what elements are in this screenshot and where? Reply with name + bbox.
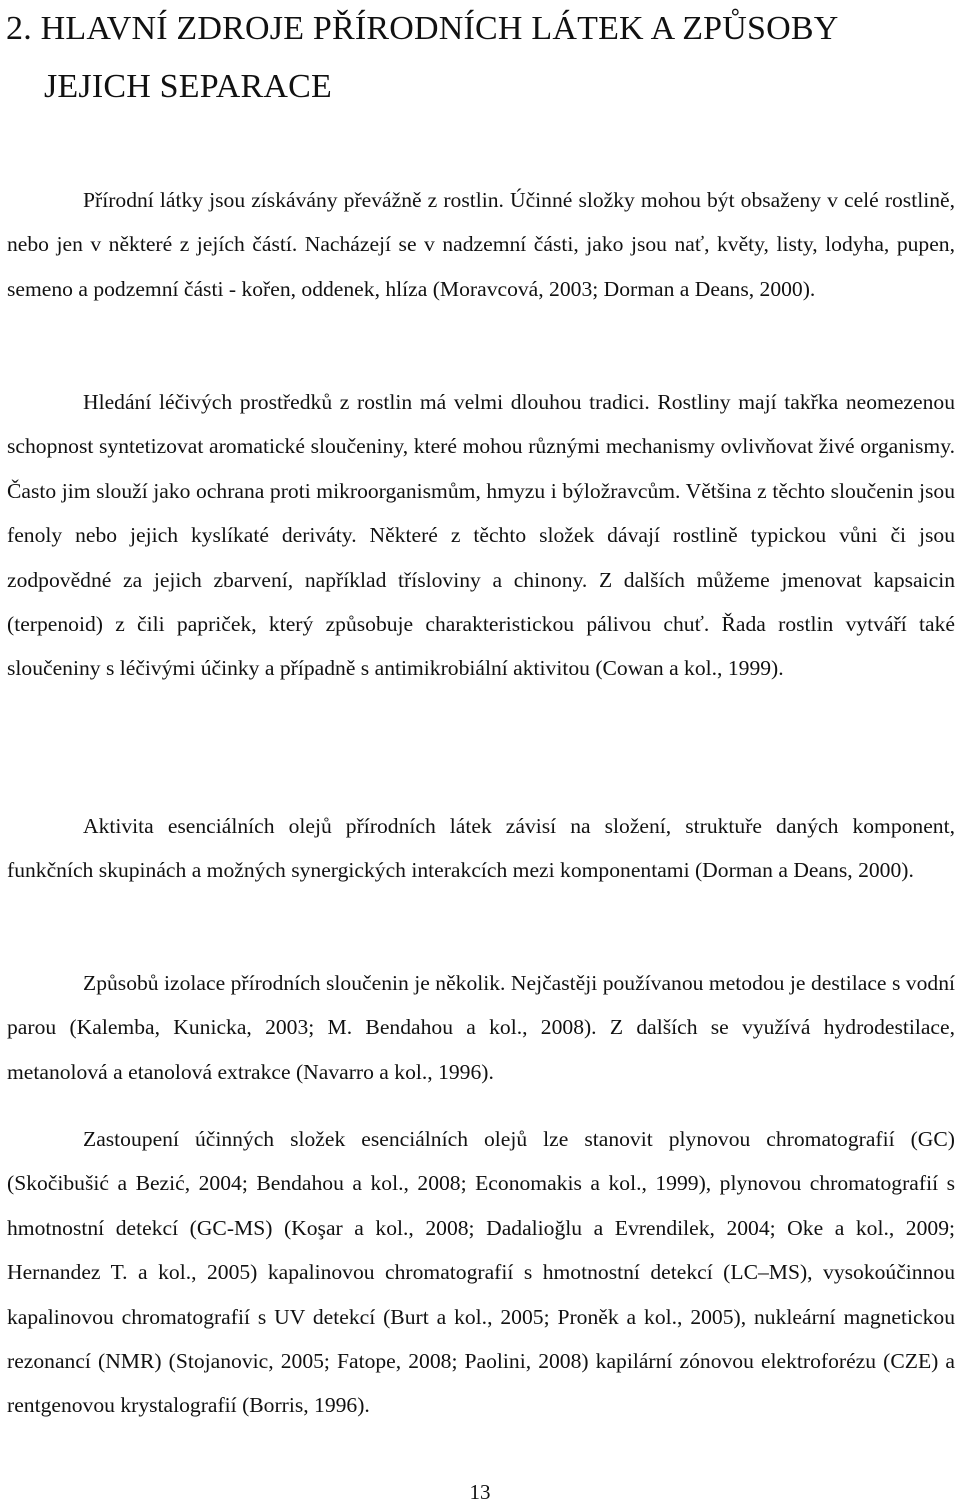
chapter-heading-line-1: 2. HLAVNÍ ZDROJE PŘÍRODNÍCH LÁTEK A ZPŮSOBY <box>6 10 839 47</box>
chapter-heading-line-2: JEJICH SEPARACE <box>44 68 332 105</box>
page-number: 13 <box>469 1480 491 1504</box>
chapter-heading <box>6 0 956 116</box>
paragraph-medicinal-tradition: Hledání léčivých prostředků z rostlin má velmi dlouhou tradici. Rostliny mají takřka neomezenou schopnost syntetizovat aromatické sloučeniny, které mohou různými mechanismy ovlivňovat živé organismy. Často jim slouží jako ochrana proti mikroorganismům, hmyzu i býložravcům. Většina z těchto sloučenin jsou fenoly nebo jejich kyslíkaté deriváty. Některé z těchto složek dávají rostlině typickou vůni či jsou zodpovědné za jejich zbarvení, například třísloviny a chinony. Z dalších můžeme jmenovat kapsaicin (terpenoid) z čili papriček, který způsobuje charakteristickou pálivou chuť. Řada rostlin vytváří také sloučeniny s léčivými účinky a případně s antimikrobiální aktivitou (Cowan a kol., 1999). <box>7 390 955 681</box>
paragraph-natural-sources: Přírodní látky jsou získávány převážně z rostlin. Účinné složky mohou být obsaženy v celé rostlině, nebo jen v některé z jejích částí. Nacházejí se v nadzemní části, jako jsou nať, květy, listy, lodyha, pupen, semeno a podzemní části - kořen, oddenek, hlíza (Moravcová, 2003; Dorman a Deans, 2000). <box>7 188 955 301</box>
paragraph-isolation-methods: Způsobů izolace přírodních sloučenin je několik. Nejčastěji používanou metodou je destilace s vodní parou (Kalemba, Kunicka, 2003; M. Bendahou a kol., 2008). Z dalších se využívá hydrodestilace, metanolová a etanolová extrakce (Navarro a kol., 1996). <box>7 971 955 1084</box>
paragraph-essential-oil-activity: Aktivita esenciálních olejů přírodních látek závisí na složení, struktuře daných komponent, funkčních skupinách a možných synergických interakcích mezi komponentami (Dorman a Deans, 2000). <box>7 814 955 883</box>
paragraph-analysis-methods: Zastoupení účinných složek esenciálních olejů lze stanovit plynovou chromatografií (GC) (Skočibušić a Bezić, 2004; Bendahou a kol., 2008; Economakis a kol., 1999), plynovou chromatografií s hmotnostní detekcí (GC-MS) (Koşar a kol., 2008; Dadalioğlu a Evrendilek, 2004; Oke a kol., 2009; Hernandez T. a kol., 2005) kapalinovou chromatografií s hmotnostní detekcí (LC–MS), vysokoúčinnou kapalinovou chromatografií s UV detekcí (Burt a kol., 2005; Proněk a kol., 2005), nukleární magnetickou rezonancí (NMR) (Stojanovic, 2005; Fatope, 2008; Paolini, 2008) kapilární zónovou elektroforézu (CZE) a rentgenovou krystalografií (Borris, 1996). <box>7 1127 955 1418</box>
